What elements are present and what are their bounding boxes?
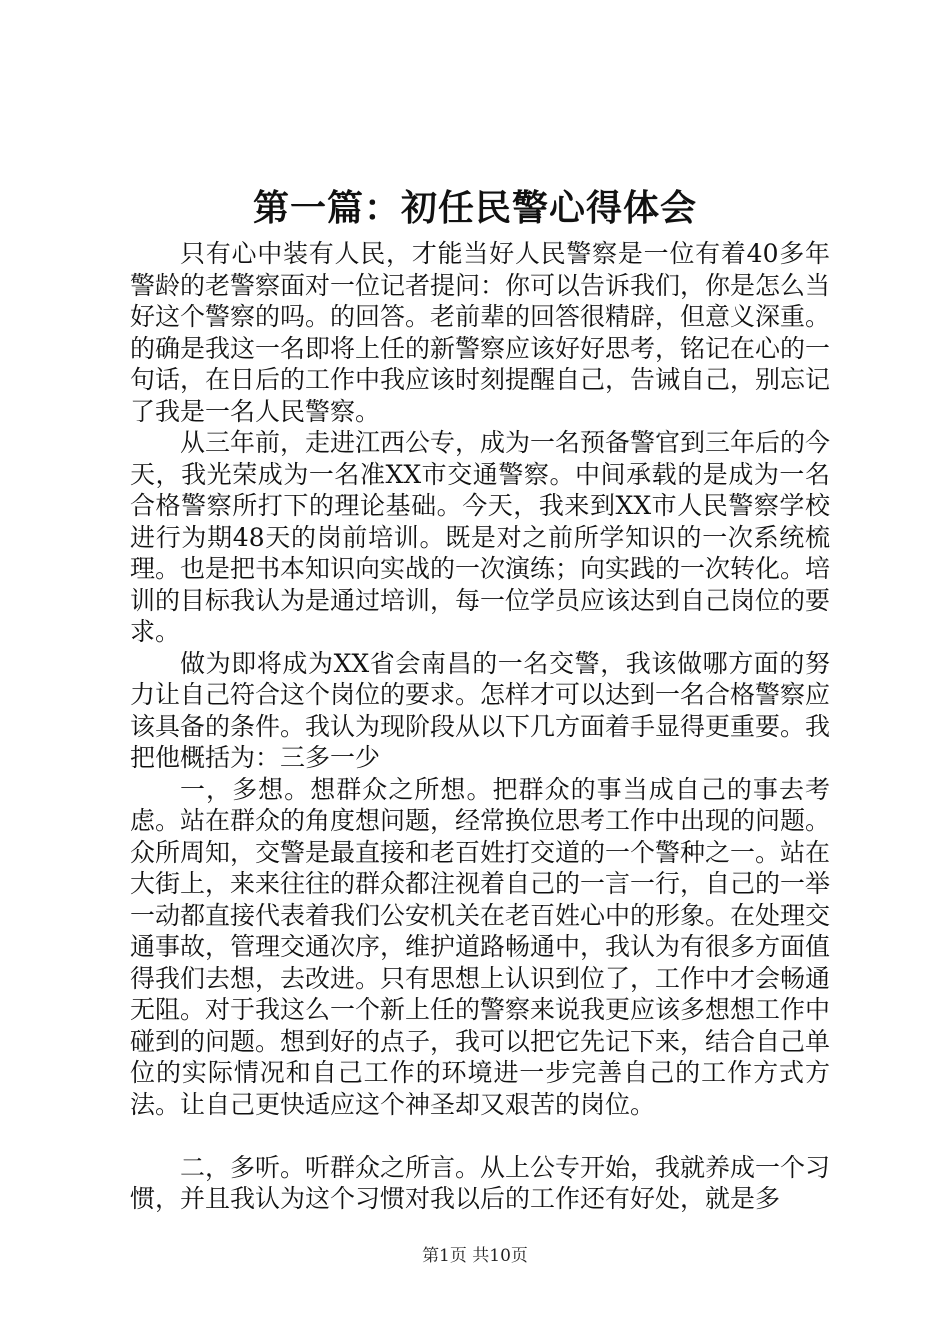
paragraph-spacer xyxy=(130,1120,830,1152)
paragraph: 只有心中装有人民，才能当好人民警察是一位有着40多年警龄的老警察面对一位记者提问：你可以告诉我们，你是怎么当好这个警察的吗。的回答。老前辈的回答很精辟，但意义深重。的确是我这一名即将上任的新警察应该好好思考，铭记在心的一句话，在日后的工作中我应该时刻提醒自己，告诫自己，别忘记了我是一名人民警察。 xyxy=(130,239,831,426)
page-footer: 第1页 共10页 xyxy=(422,1246,528,1266)
paragraph: 做为即将成为XX省会南昌的一名交警，我该做哪方面的努力让自己符合这个岗位的要求。怎样才可以达到一名合格警察应该具备的条件。我认为现阶段从以下几方面着手显得更重要。我把他概括为：三多一少 xyxy=(130,648,831,772)
document-body xyxy=(130,238,830,1215)
paragraph: 从三年前，走进江西公专，成为一名预备警官到三年后的今天，我光荣成为一名准XX市交通警察。中间承载的是成为一名合格警察所打下的理论基础。今天，我来到XX市人民警察学校进行为期48天的岗前培训。既是对之前所学知识的一次系统梳理。也是把书本知识向实战的一次演练；向实践的一次转化。培训的目标我认为是通过培训，每一位学员应该达到自己岗位的要求。 xyxy=(130,428,831,646)
paragraph: 二，多听。听群众之所言。从上公专开始，我就养成一个习惯，并且我认为这个习惯对我以后的工作还有好处，就是多 xyxy=(130,1152,831,1213)
document-title: 第一篇：初任民警心得体会 xyxy=(252,188,697,229)
paragraph: 一，多想。想群众之所想。把群众的事当成自己的事去考虑。站在群众的角度想问题，经常换位思考工作中出现的问题。众所周知，交警是最直接和老百姓打交道的一个警种之一。站在大街上，来来往往的群众都注视着自己的一言一行，自己的一举一动都直接代表着我们公安机关在老百姓心中的形象。在处理交通事故，管理交通次序，维护道路畅通中，我认为有很多方面值得我们去想，去改进。只有思想上认识到位了，工作中才会畅通无阻。对于我这么一个新上任的警察来说我更应该多想想工作中碰到的问题。想到好的点子，我可以把它先记下来，结合自己单位的实际情况和自己工作的环境进一步完善自己的工作方式方法。让自己更快适应这个神圣却又艰苦的岗位。 xyxy=(130,774,831,1119)
